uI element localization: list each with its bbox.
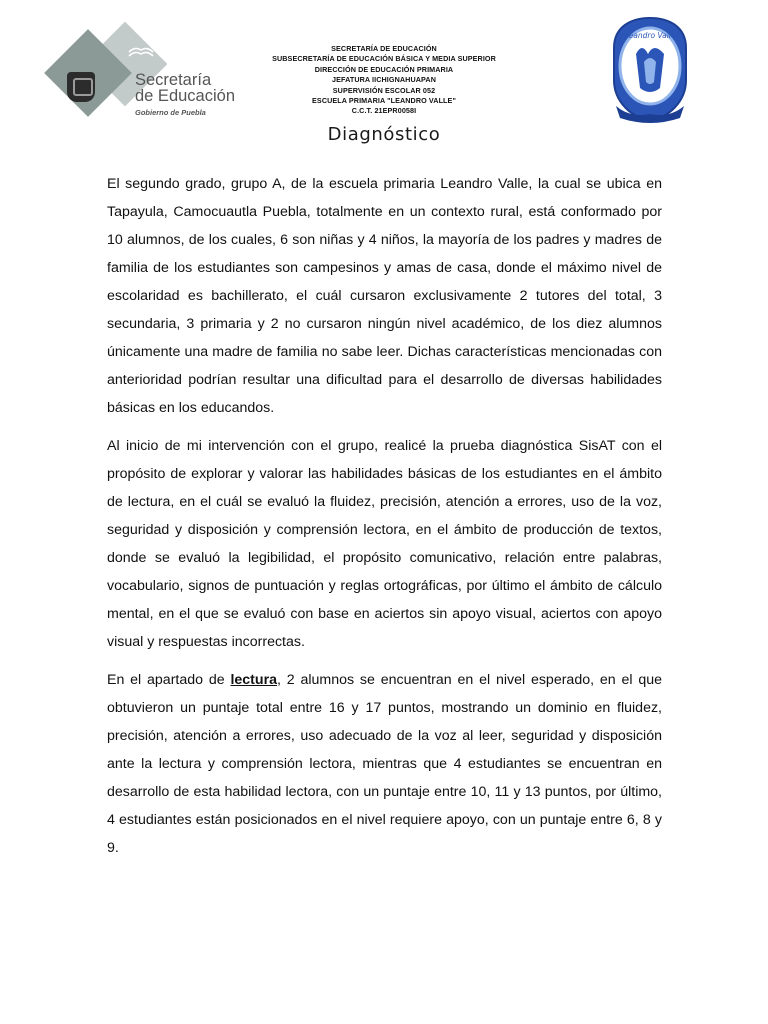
header-line: SUPERVISIÓN ESCOLAR 052 (332, 85, 436, 95)
keyword-lectura: lectura (230, 672, 277, 688)
logo-text-line1: Secretaría (135, 71, 212, 89)
institution-header (230, 44, 538, 117)
document-body (107, 170, 662, 872)
logo-text-line2: de Educación (135, 87, 235, 105)
paragraph-lectura-rest: , 2 alumnos se encuentran en el nivel esperado, en el que obtuvieron un puntaje total entre 16 y 17 puntos, mostrando un dominio en fluidez, precisión, atención a errores, uso adecuado de la voz al leer, seguridad y disposición ante la lectura y comprensión lectora, mientras que 4 estudiantes se encuentran en desarrollo de esta habilidad lectora, con un puntaje entre 10, 11 y 13 puntos, por último, 4 estudiantes están posicionados en el nivel requiere apoyo, con un puntaje entre 6, 8 y 9. (107, 672, 662, 856)
school-emblem-logo (610, 14, 690, 124)
paragraph-sisat: Al inicio de mi intervención con el grupo, realicé la prueba diagnóstica SisAT con el propósito de explorar y valorar las habilidades básicas de los estudiantes en el ámbito de lectura, en el cuál se evaluó la fluidez, precisión, atención a errores, uso de la voz, seguridad y disposición y comprensión lectora, en el ámbito de producción de textos, donde se evaluó la legibilidad, el propósito comunicativo, relación entre palabras, vocabulario, signos de puntuación y reglas ortográficas, por último el ámbito de cálculo mental, en el que se evaluó con base en aciertos sin apoyo visual, aciertos con apoyo visual y respuestas incorrectas. (107, 438, 662, 650)
logo-text-line3: Gobierno de Puebla (135, 108, 206, 117)
header-line: JEFATURA IICHIGNAHUAPAN (332, 75, 436, 85)
puebla-seal-icon (67, 72, 95, 102)
paragraph-lectura (107, 666, 662, 862)
school-emblem-text: Leandro Valle (624, 31, 676, 40)
header-line: C.C.T. 21EPR0058I (351, 106, 417, 116)
paragraph-lectura-intro: En el apartado de (107, 672, 231, 688)
open-book-icon (127, 44, 155, 60)
header-line: SUBSECRETARÍA DE EDUCACIÓN BÁSICA Y MEDIA SUPERIOR (272, 54, 496, 64)
header-line: DIRECCIÓN DE EDUCACIÓN PRIMARIA (314, 64, 454, 74)
header-line: ESCUELA PRIMARIA "LEANDRO VALLE" (312, 96, 456, 106)
document-title: Diagnóstico (327, 124, 441, 145)
paragraph-context: El segundo grado, grupo A, de la escuela primaria Leandro Valle, la cual se ubica en Tapayula, Camocuautla Puebla, totalmente en un contexto rural, está conformado por 10 alumnos, de los cuales, 6 son niñas y 4 niños, la mayoría de los padres y madres de familia de los estudiantes son campesinos y amas de casa, donde el máximo nivel de escolaridad es bachillerato, el cuál cursaron exclusivamente 2 tutores del total, 3 secundaria, 3 primaria y 2 no cursaron ningún nivel académico, de los diez alumnos únicamente una madre de familia no sabe leer. Dichas características mencionadas con anterioridad podrían resultar una dificultad para el desarrollo de diversas habilidades básicas en los educandos. (107, 176, 662, 416)
header-line: SECRETARÍA DE EDUCACIÓN (331, 44, 437, 53)
